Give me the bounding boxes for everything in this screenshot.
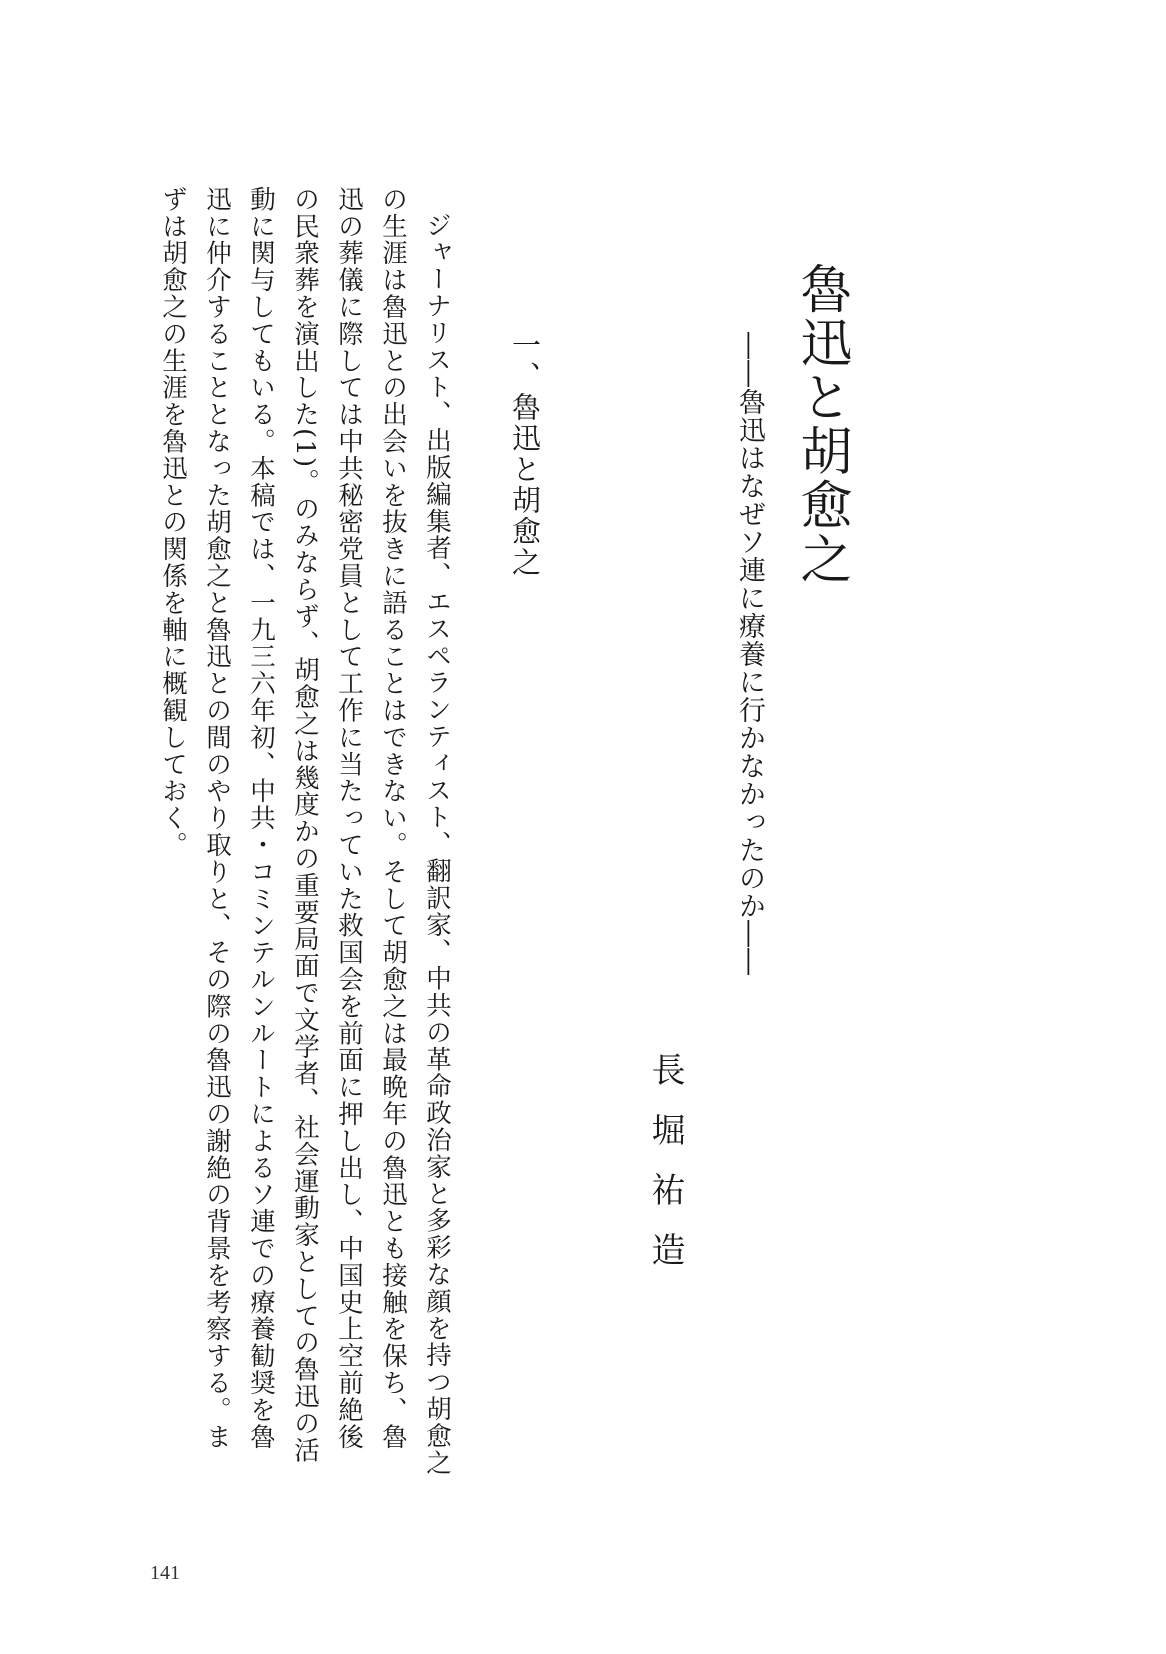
- article-subtitle: ――魯迅はなぜソ連に療養に行かなかったのか――: [734, 332, 765, 976]
- author-name: 長堀祐造: [645, 1052, 685, 1292]
- body-paragraph: ジャーナリスト、出版編集者、エスペランティスト、翻訳家、中共の革命政治家と多彩な顔を持つ胡愈之の生涯は魯迅との出会いを抜きに語ることはできない。そして胡愈之は最晩年の魯迅とも接触を保ち、魯迅の葬儀に際しては中共秘密党員として工作に当たっていた救国会を前面に押し出し、中国史上空前絶後の民衆葬を演出した(1)。のみならず、胡愈之は幾度かの重要局面で文学者、社会運動家としての魯迅の活動に関与してもいる。本稿では、一九三六年初、中共・コミンテルンルートによるソ連での療養勧奨を魯迅に仲介することとなった胡愈之と魯迅との間のやり取りと、その際の魯迅の謝絶の背景を考察する。まずは胡愈之の生涯を魯迅との関係を軸に概観しておく。: [158, 186, 452, 1476]
- article-title: 魯迅と胡愈之: [791, 262, 851, 586]
- page-number: 141: [150, 1562, 180, 1584]
- section-heading: 一、魯迅と胡愈之: [508, 330, 542, 578]
- body-text: [158, 186, 459, 1476]
